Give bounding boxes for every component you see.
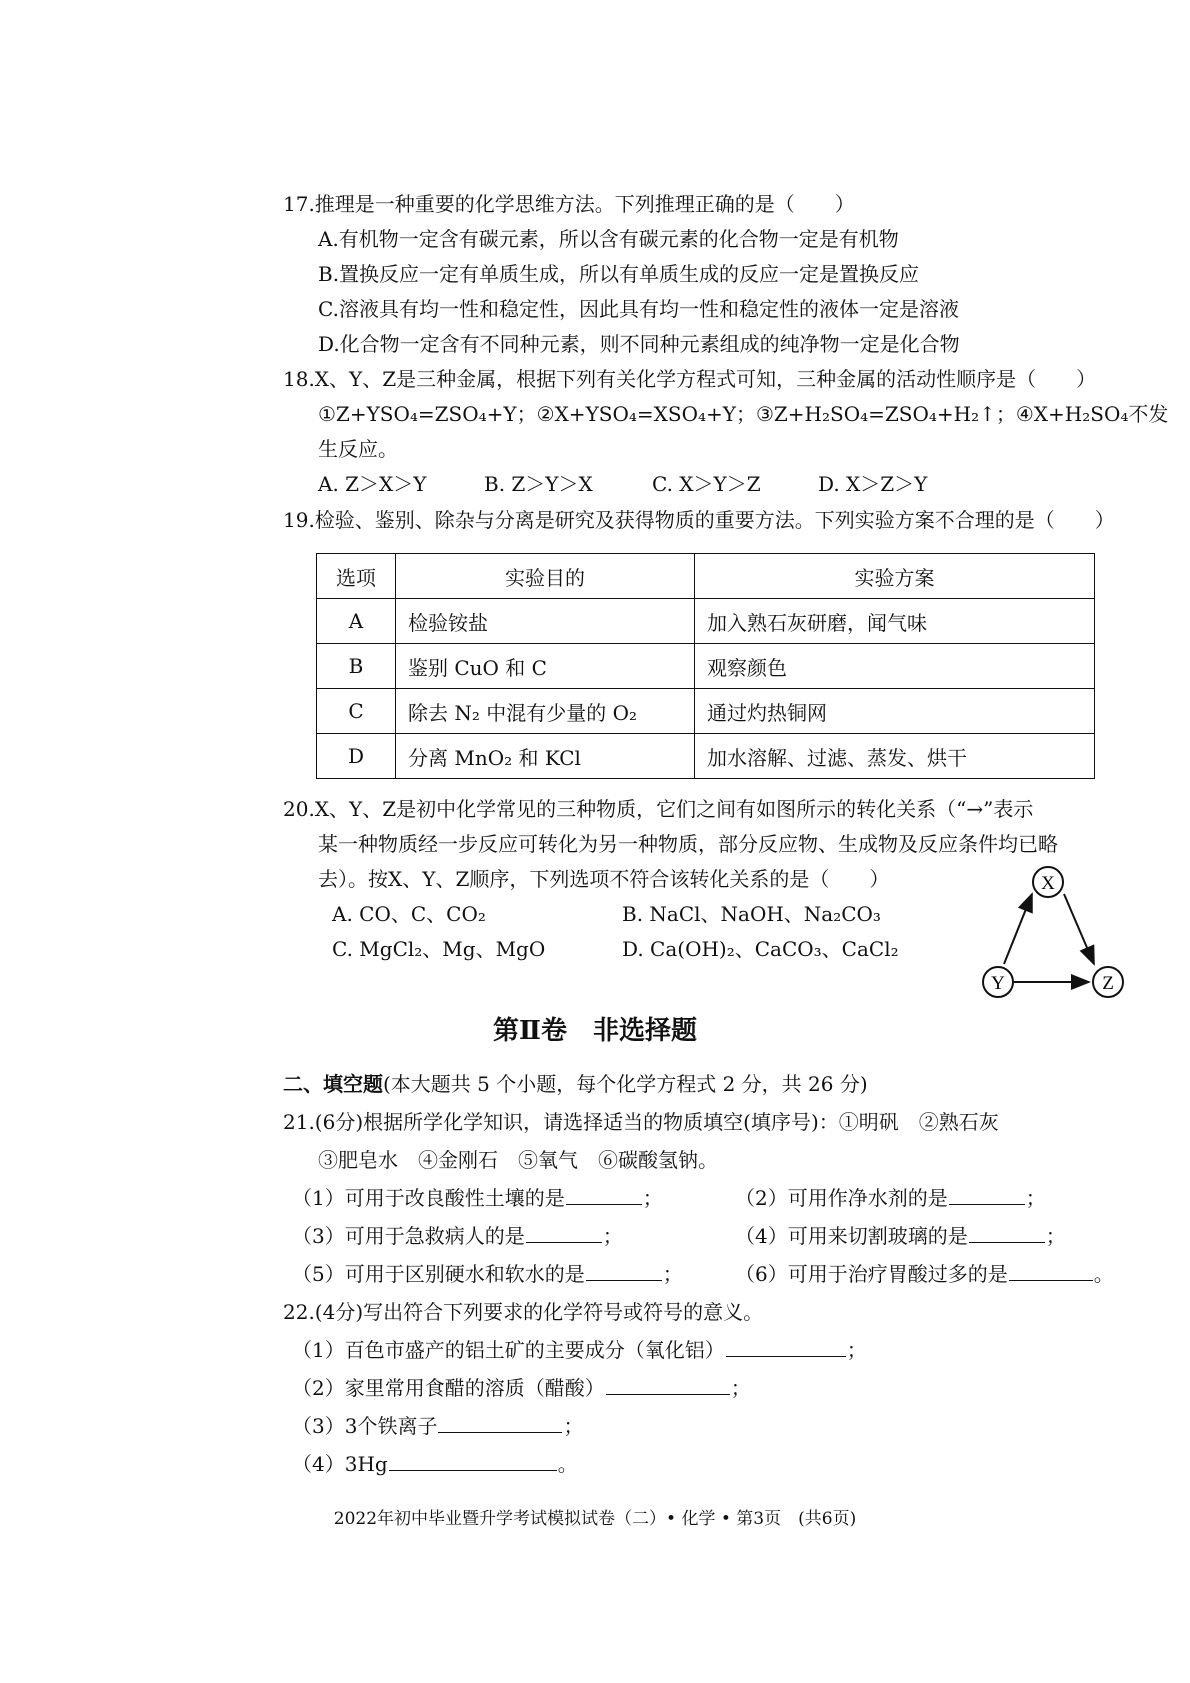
section2-note: (本大题共 5 个小题，每个化学方程式 2 分，共 26 分) xyxy=(383,1072,868,1096)
q20-option-b: B. NaCl、NaOH、Na₂CO₃ xyxy=(622,902,881,926)
table-cell-purpose: 检验铵盐 xyxy=(396,599,695,644)
table-header: 实验目的 xyxy=(396,554,695,599)
table-row xyxy=(317,734,1095,779)
q17-option-b: B.置换反应一定有单质生成，所以有单质生成的反应一定是置换反应 xyxy=(318,262,920,286)
table-header-row xyxy=(317,554,1095,599)
q19-table xyxy=(316,553,1095,779)
table-row xyxy=(317,644,1095,689)
table-cell-option: B xyxy=(317,644,396,689)
answer-blank[interactable] xyxy=(389,1450,557,1471)
q18-eq4: ④X+H₂SO₄不发 xyxy=(1015,402,1169,426)
q19-stem: 19.检验、鉴别、除杂与分离是研究及获得物质的重要方法。下列实验方案不合理的是（ ） xyxy=(283,508,1115,532)
q21-item-label: （5）可用于区别硬水和软水的是 xyxy=(292,1262,585,1286)
q21-item-label: （4）可用来切割玻璃的是 xyxy=(735,1224,968,1248)
q21-item-end: ； xyxy=(602,1224,623,1248)
q22-item-label: （3）3个铁离子 xyxy=(292,1414,438,1438)
q18-eq3: ③Z+H₂SO₄=ZSO₄+H₂↑； xyxy=(755,402,1016,426)
table-cell-purpose: 分离 MnO₂ 和 KCl xyxy=(396,734,695,779)
table-header: 选项 xyxy=(317,554,396,599)
q22-stem: 22.(4分)写出符合下列要求的化学符号或符号的意义。 xyxy=(283,1300,764,1324)
table-cell-purpose: 除去 N₂ 中混有少量的 O₂ xyxy=(396,689,695,734)
q21-stem-line1: 21.(6分)根据所学化学知识，请选择适当的物质填空(填序号)：①明矾 ②熟石灰 xyxy=(283,1110,999,1134)
page-footer: 2022年初中毕业暨升学考试模拟试卷（二）• 化学 • 第3页 (共6页) xyxy=(333,1509,857,1529)
q22-item-3 xyxy=(292,1412,583,1440)
q18-equations xyxy=(318,400,1168,428)
answer-blank[interactable] xyxy=(526,1222,602,1243)
q18-option-b: B. Z＞Y＞X xyxy=(484,472,593,496)
q20-stem-line3: 去）。按X、Y、Z顺序，下列选项不符合该转化关系的是（ ） xyxy=(318,867,890,891)
arrow-x-to-z xyxy=(1064,894,1094,964)
q18-option-a: A. Z＞X＞Y xyxy=(318,472,427,496)
q18-eq2: ②X+YSO₄=XSO₄+Y； xyxy=(536,402,756,426)
q22-item-label: （4）3Hg xyxy=(292,1452,388,1476)
table-cell-option: D xyxy=(317,734,396,779)
answer-blank[interactable] xyxy=(1009,1260,1093,1281)
table-row xyxy=(317,689,1095,734)
answer-blank[interactable] xyxy=(969,1222,1045,1243)
section2-heading-line xyxy=(283,1070,868,1098)
q22-item-label: （1）百色市盛产的铝土矿的主要成分（氧化铝） xyxy=(292,1338,725,1362)
q21-item-label: （1）可用于改良酸性土壤的是 xyxy=(292,1186,565,1210)
q21-item-label: （2）可用作净水剂的是 xyxy=(735,1186,948,1210)
q20-option-a: A. CO、C、CO₂ xyxy=(332,902,486,926)
answer-blank[interactable] xyxy=(726,1336,846,1357)
table-header: 实验方案 xyxy=(695,554,1095,599)
arrow-y-to-x xyxy=(1004,894,1032,964)
table-cell-option: A xyxy=(317,599,396,644)
q22-item-end: ； xyxy=(730,1376,751,1400)
answer-blank[interactable] xyxy=(566,1184,642,1205)
q22-item-4 xyxy=(292,1450,578,1478)
q21-item-end: 。 xyxy=(1093,1262,1114,1286)
answer-blank[interactable] xyxy=(949,1184,1025,1205)
q17-stem: 17.推理是一种重要的化学思维方法。下列推理正确的是（ ） xyxy=(283,192,855,216)
q21-item-5 xyxy=(292,1260,683,1288)
q22-item-2 xyxy=(292,1374,751,1402)
q22-item-end: ； xyxy=(846,1338,867,1362)
q21-stem-line2: ③肥皂水 ④金刚石 ⑤氧气 ⑥碳酸氢钠。 xyxy=(318,1148,718,1172)
q20-stem-line2: 某一种物质经一步反应可转化为另一种物质，部分反应物、生成物及反应条件均已略 xyxy=(318,832,1058,856)
table-cell-plan: 加入熟石灰研磨，闻气味 xyxy=(695,599,1095,644)
node-y-label: Y xyxy=(991,973,1005,994)
q18-stem: 18.X、Y、Z是三种金属，根据下列有关化学方程式可知，三种金属的活动性顺序是（ ） xyxy=(283,367,1097,391)
q20-option-d: D. Ca(OH)₂、CaCO₃、CaCl₂ xyxy=(622,937,899,961)
q17-option-a: A.有机物一定含有碳元素，所以含有碳元素的化合物一定是有机物 xyxy=(318,227,899,251)
answer-blank[interactable] xyxy=(438,1412,562,1433)
q21-item-label: （3）可用于急救病人的是 xyxy=(292,1224,525,1248)
q18-option-c: C. X＞Y＞Z xyxy=(652,472,761,496)
section2-heading: 二、填空题 xyxy=(283,1072,383,1096)
q21-item-end: ； xyxy=(642,1186,663,1210)
q22-item-1 xyxy=(292,1336,867,1364)
table-cell-plan: 加水溶解、过滤、蒸发、烘干 xyxy=(695,734,1095,779)
q21-item-end: ； xyxy=(1025,1186,1046,1210)
q17-option-d: D.化合物一定含有不同种元素，则不同种元素组成的纯净物一定是化合物 xyxy=(318,332,960,356)
q22-item-label: （2）家里常用食醋的溶质（醋酸） xyxy=(292,1376,605,1400)
table-row xyxy=(317,599,1095,644)
table-cell-option: C xyxy=(317,689,396,734)
answer-blank[interactable] xyxy=(606,1374,730,1395)
node-x-label: X xyxy=(1041,873,1055,894)
q17-option-c: C.溶液具有均一性和稳定性，因此具有均一性和稳定性的液体一定是溶液 xyxy=(318,297,959,321)
q21-item-end: ； xyxy=(1045,1224,1066,1248)
q22-item-end: ； xyxy=(563,1414,584,1438)
q21-item-1 xyxy=(292,1184,663,1212)
q21-item-end: ； xyxy=(662,1262,683,1286)
q22-item-end: 。 xyxy=(557,1452,578,1476)
q18-option-d: D. X＞Z＞Y xyxy=(818,472,928,496)
q21-item-6 xyxy=(735,1260,1114,1288)
node-z-label: Z xyxy=(1102,973,1114,994)
q20-conversion-diagram xyxy=(974,860,1154,1000)
q18-eq1: ①Z+YSO₄=ZSO₄+Y； xyxy=(318,402,537,426)
q20-stem-line1: 20.X、Y、Z是初中化学常见的三种物质，它们之间有如图所示的转化关系（“→”表示 xyxy=(283,797,1034,821)
answer-blank[interactable] xyxy=(586,1260,662,1281)
q21-item-3 xyxy=(292,1222,623,1250)
table-cell-plan: 通过灼热铜网 xyxy=(695,689,1095,734)
q20-option-c: C. MgCl₂、Mg、MgO xyxy=(332,937,546,961)
part2-title: 第Ⅱ卷 非选择题 xyxy=(493,1016,697,1046)
q18-equations-end: 生反应。 xyxy=(318,437,398,461)
q21-item-2 xyxy=(735,1184,1046,1212)
table-cell-purpose: 鉴别 CuO 和 C xyxy=(396,644,695,689)
q21-item-label: （6）可用于治疗胃酸过多的是 xyxy=(735,1262,1008,1286)
q21-item-4 xyxy=(735,1222,1066,1250)
table-cell-plan: 观察颜色 xyxy=(695,644,1095,689)
